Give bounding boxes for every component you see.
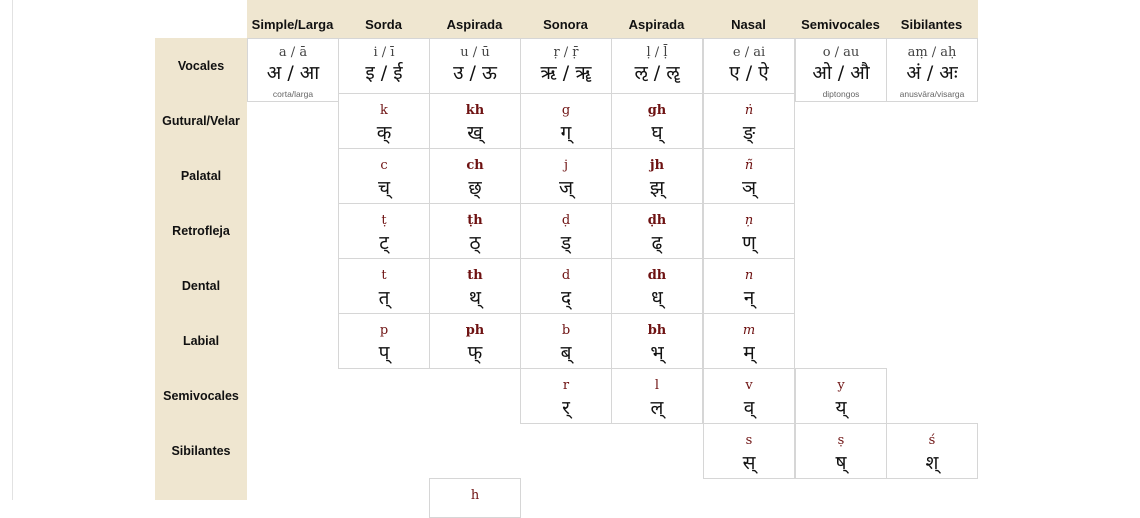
consonant-devanagari: म् [743,342,755,364]
consonant-translit: m [742,323,756,338]
semivowel-cell [703,368,795,424]
aspirate-cell [429,478,521,518]
col-header-nasal: Nasal [731,17,766,32]
consonant-translit: ṇ [744,213,754,228]
row-header-gutural-velar: Gutural/Velar [162,113,240,128]
sibilant-cell [795,423,887,479]
semivowel-cell [611,368,703,424]
consonant-devanagari: क् [376,122,392,144]
consonant-devanagari: भ् [650,342,664,364]
semivowel-translit: v [745,378,753,393]
page-edge-line [12,0,13,500]
semivowel-translit: l [654,378,660,393]
semivowel-devanagari: य् [835,397,847,419]
vowel-translit: ṛ / ṝ [553,45,579,60]
consonant-translit: ñ [744,158,754,173]
consonant-translit: th [467,268,483,283]
vowel-translit: aṃ / aḥ [907,45,957,60]
vowel-devanagari: उ / ऊ [453,62,497,84]
consonant-cell [429,93,521,149]
row-header-sibilantes: Sibilantes [171,443,231,458]
consonant-devanagari: ठ् [469,232,481,254]
semivowel-translit: y [837,378,845,393]
vowel-cell [886,38,978,102]
consonant-devanagari: न् [743,287,755,309]
consonant-cell [703,258,795,314]
semivowel-devanagari: र् [562,397,570,419]
consonant-cell [338,258,430,314]
consonant-translit: jh [649,158,665,173]
sibilant-translit: ṣ [837,433,845,448]
consonant-devanagari: फ् [467,342,483,364]
sibilant-translit: ś [928,433,936,448]
consonant-cell [338,313,430,369]
consonant-cell [611,313,703,369]
consonant-translit: c [380,158,388,173]
consonant-translit: t [381,268,387,283]
consonant-cell [520,148,612,204]
sibilant-devanagari: श् [925,452,939,474]
consonant-devanagari: ग् [560,122,572,144]
consonant-devanagari: च् [377,177,391,199]
consonant-translit: gh [647,103,667,118]
consonant-translit: n [744,268,754,283]
row-header-retrofleja: Retrofleja [172,223,230,238]
col-header-sonora: Sonora [543,17,588,32]
vowel-cell [795,38,887,102]
consonant-cell [520,258,612,314]
col-header-aspirada-sorda: Aspirada [446,17,503,32]
consonant-translit: ch [466,158,484,173]
consonant-devanagari: त् [378,287,390,309]
row-header-vocales: Vocales [177,58,225,73]
consonant-translit: dh [647,268,667,283]
consonant-devanagari: छ् [468,177,482,199]
vowel-devanagari: ए / ऐ [729,62,769,84]
consonant-cell [611,148,703,204]
consonant-cell [520,313,612,369]
row-header-dental: Dental [181,278,221,293]
consonant-devanagari: द् [560,287,572,309]
col-header-sibilantes: Sibilantes [900,17,963,32]
col-header-simple-larga: Simple/Larga [251,17,334,32]
consonant-translit: g [561,103,571,118]
semivowel-cell [520,368,612,424]
sibilant-devanagari: ष् [835,452,847,474]
semivowel-devanagari: व् [743,397,755,419]
consonant-translit: d [561,268,571,283]
consonant-cell [611,93,703,149]
consonant-translit: ṭh [467,213,483,228]
sibilant-cell [703,423,795,479]
vowel-translit: u / ū [460,45,490,60]
consonant-cell [703,313,795,369]
consonant-translit: b [561,323,571,338]
consonant-translit: bh [647,323,667,338]
row-header-palatal: Palatal [180,168,222,183]
consonant-translit: ṭ [381,213,387,228]
consonant-cell [611,203,703,259]
consonant-cell [429,203,521,259]
consonant-devanagari: ख् [467,122,483,144]
consonant-devanagari: घ् [651,122,663,144]
consonant-cell [429,258,521,314]
col-header-aspirada-sonora: Aspirada [628,17,685,32]
consonant-cell [611,258,703,314]
col-header-sorda: Sorda [365,17,402,32]
vowel-devanagari: ऋ / ॠ [540,62,592,84]
sibilant-translit: s [745,433,753,448]
consonant-devanagari: ड् [560,232,572,254]
consonant-devanagari: ब् [560,342,572,364]
vowel-devanagari: अं / अः [906,62,958,84]
consonant-translit: j [563,158,569,173]
consonant-devanagari: प् [378,342,390,364]
vowel-note: diptongos [822,89,860,99]
consonant-cell [520,93,612,149]
vowel-devanagari: ओ / औ [812,62,870,84]
consonant-cell [338,148,430,204]
consonant-devanagari: ध् [651,287,663,309]
consonant-translit: ḍ [561,213,571,228]
semivowel-devanagari: ल् [650,397,664,419]
consonant-cell [338,203,430,259]
row-header-semivocales: Semivocales [163,388,239,403]
consonant-cell [703,203,795,259]
vowel-devanagari: ऌ / ॡ [634,62,680,84]
row-header-labial: Labial [182,333,220,348]
consonant-translit: kh [465,103,485,118]
consonant-devanagari: ढ् [651,232,663,254]
consonant-devanagari: ज् [558,177,574,199]
sibilant-cell [886,423,978,479]
aspirate-translit: h [470,488,480,503]
consonant-devanagari: ट् [379,232,389,254]
vowel-translit: a / ā [278,45,308,60]
sibilant-devanagari: स् [742,452,756,474]
consonant-devanagari: थ् [468,287,482,309]
semivowel-translit: r [562,378,570,393]
consonant-cell [429,148,521,204]
vowel-cell [247,38,339,102]
consonant-cell [338,93,430,149]
consonant-devanagari: ण् [742,232,756,254]
consonant-devanagari: ञ् [741,177,757,199]
vowel-translit: ḷ / ḹ [646,45,668,60]
consonant-translit: ḍh [647,213,667,228]
vowel-note: corta/larga [272,89,314,99]
consonant-cell [703,93,795,149]
consonant-cell [520,203,612,259]
consonant-translit: ph [465,323,485,338]
vowel-devanagari: अ / आ [266,62,320,84]
vowel-translit: e / ai [732,45,766,60]
vowel-translit: o / au [822,45,860,60]
consonant-cell [703,148,795,204]
semivowel-cell [795,368,887,424]
vowel-translit: i / ī [373,45,395,60]
consonant-devanagari: ङ् [742,122,756,144]
consonant-translit: k [380,103,388,118]
consonant-devanagari: झ् [649,177,665,199]
consonant-cell [429,313,521,369]
vowel-devanagari: इ / ई [365,62,403,84]
consonant-translit: ṅ [744,103,754,118]
col-header-semivocales: Semivocales [801,17,880,32]
consonant-translit: p [379,323,389,338]
vowel-note: anusvāra/visarga [899,89,965,99]
